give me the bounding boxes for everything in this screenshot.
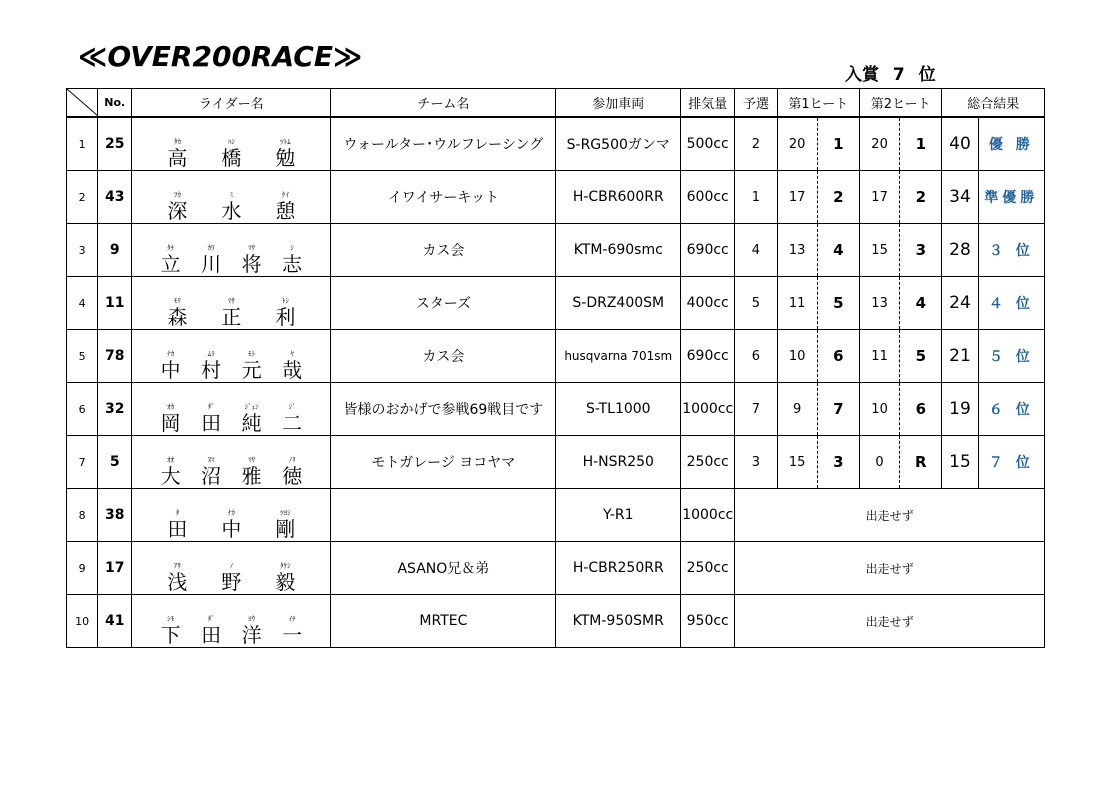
table-row — [67, 117, 1045, 171]
kanji: 利 — [275, 305, 296, 329]
name-character — [161, 350, 181, 382]
rider-number-cell: 5 — [98, 436, 132, 489]
kanji: 橋 — [221, 146, 242, 170]
kanji: 中 — [221, 517, 242, 541]
kanji: 田 — [201, 411, 222, 435]
rider-name — [132, 118, 330, 170]
rider-name-cell — [132, 595, 331, 648]
total-points-cell: 19 — [942, 383, 978, 436]
final-result-cell: ４ 位 — [978, 277, 1044, 330]
heat2-points-cell: 10 — [859, 383, 899, 436]
team-cell: スターズ — [331, 277, 556, 330]
name-character — [242, 244, 262, 276]
heat1-position-cell: 5 — [817, 277, 859, 330]
heat1-points-cell: 17 — [777, 171, 817, 224]
vehicle-cell: husqvarna 701sm — [556, 330, 681, 383]
name-character — [275, 562, 295, 594]
vehicle-cell: H-CBR600RR — [556, 171, 681, 224]
kanji: 正 — [221, 305, 242, 329]
rider-number-cell: 9 — [98, 224, 132, 277]
rider-number-cell: 78 — [98, 330, 132, 383]
rider-number-cell: 11 — [98, 277, 132, 330]
heat1-points-cell: 9 — [777, 383, 817, 436]
kanji: 毅 — [275, 570, 296, 594]
furigana: ﾅｶ — [167, 350, 175, 358]
kanji: 下 — [160, 623, 181, 647]
rider-name — [132, 436, 330, 488]
final-result-cell: ６ 位 — [978, 383, 1044, 436]
header-heat1: 第1ヒート — [777, 89, 859, 118]
furigana: ｶﾜ — [207, 244, 215, 252]
kanji: 志 — [282, 252, 303, 276]
table-row — [67, 542, 1045, 595]
kanji: 純 — [241, 411, 262, 435]
vehicle-cell: Y-R1 — [556, 489, 681, 542]
table-row — [67, 224, 1045, 277]
table-row — [67, 436, 1045, 489]
name-character — [167, 509, 187, 541]
name-character — [201, 456, 221, 488]
furigana: ﾓﾘ — [173, 297, 181, 305]
heat1-position-cell: 4 — [817, 224, 859, 277]
displacement-cell: 1000cc — [681, 383, 735, 436]
header-heat2: 第2ヒート — [859, 89, 941, 118]
table-row — [67, 277, 1045, 330]
name-character — [161, 244, 181, 276]
kanji: 剛 — [275, 517, 296, 541]
rider-number-cell: 41 — [98, 595, 132, 648]
vehicle-cell: H-CBR250RR — [556, 542, 681, 595]
furigana: ｼ — [290, 244, 294, 252]
kanji: 田 — [167, 517, 188, 541]
name-character — [275, 509, 295, 541]
table-row — [67, 489, 1045, 542]
displacement-cell: 690cc — [681, 224, 735, 277]
rider-number-cell: 32 — [98, 383, 132, 436]
furigana: ｼﾓ — [167, 615, 175, 623]
kanji: 元 — [241, 358, 262, 382]
total-points-cell: 34 — [942, 171, 978, 224]
row-index-cell: 6 — [67, 383, 98, 436]
name-character — [275, 138, 295, 170]
furigana: ｵｶ — [167, 403, 175, 411]
header-overall: 総合結果 — [942, 89, 1045, 118]
rider-number-cell: 43 — [98, 171, 132, 224]
furigana: ﾂﾄﾑ — [280, 138, 291, 146]
furigana: ﾀﾞ — [207, 403, 215, 411]
header-qualifying: 予選 — [735, 89, 777, 118]
rider-name-cell — [132, 489, 331, 542]
furigana: ﾄｼ — [281, 297, 289, 305]
total-points-cell: 15 — [942, 436, 978, 489]
kanji: 村 — [201, 358, 222, 382]
name-character — [161, 403, 181, 435]
rider-name-cell — [132, 117, 331, 171]
name-character — [201, 350, 221, 382]
name-character — [282, 456, 302, 488]
team-cell — [331, 489, 556, 542]
heat2-position-cell: 1 — [900, 117, 942, 171]
furigana: ﾇﾏ — [207, 456, 215, 464]
kanji: 憩 — [275, 199, 296, 223]
kanji: 深 — [167, 199, 188, 223]
furigana: ﾀｹｼ — [280, 562, 291, 570]
kanji: 徳 — [282, 464, 303, 488]
header-riders: ライダー名 — [132, 89, 331, 118]
vehicle-cell: KTM-690smc — [556, 224, 681, 277]
page-title: ≪OVER200RACE≫ — [78, 40, 363, 73]
final-result-cell: 準優勝 — [978, 171, 1044, 224]
heat1-position-cell: 7 — [817, 383, 859, 436]
qualifying-cell: 7 — [735, 383, 777, 436]
heat2-position-cell: 6 — [900, 383, 942, 436]
kanji: 雅 — [241, 464, 262, 488]
qualifying-cell: 5 — [735, 277, 777, 330]
name-character — [282, 403, 302, 435]
final-result-cell: ３ 位 — [978, 224, 1044, 277]
row-index-cell: 9 — [67, 542, 98, 595]
displacement-cell: 1000cc — [681, 489, 735, 542]
rider-name — [132, 224, 330, 276]
name-character — [201, 244, 221, 276]
header-displacement: 排気量 — [681, 89, 735, 118]
heat2-points-cell: 0 — [859, 436, 899, 489]
heat2-position-cell: 3 — [900, 224, 942, 277]
kanji: 沼 — [201, 464, 222, 488]
displacement-cell: 250cc — [681, 542, 735, 595]
furigana: ﾉ — [229, 562, 234, 570]
heat1-points-cell: 20 — [777, 117, 817, 171]
furigana: ﾏｻ — [248, 244, 256, 252]
heat2-points-cell: 15 — [859, 224, 899, 277]
prize-info: 入賞 7 位 — [845, 65, 936, 85]
rider-name — [132, 595, 330, 647]
heat1-points-cell: 15 — [777, 436, 817, 489]
vehicle-cell: S-DRZ400SM — [556, 277, 681, 330]
qualifying-cell: 2 — [735, 117, 777, 171]
table-row — [67, 595, 1045, 648]
name-character — [242, 403, 262, 435]
heat1-points-cell: 11 — [777, 277, 817, 330]
heat2-points-cell: 20 — [859, 117, 899, 171]
rider-name — [132, 383, 330, 435]
kanji: 将 — [241, 252, 262, 276]
kanji: 田 — [201, 623, 222, 647]
heat2-points-cell: 13 — [859, 277, 899, 330]
vehicle-cell: KTM-950SMR — [556, 595, 681, 648]
header-vehicle: 参加車両 — [556, 89, 681, 118]
rider-number-cell: 38 — [98, 489, 132, 542]
name-character — [282, 615, 302, 647]
vehicle-cell: H-NSR250 — [556, 436, 681, 489]
heat2-position-cell: 5 — [900, 330, 942, 383]
displacement-cell: 400cc — [681, 277, 735, 330]
final-result-cell: ５ 位 — [978, 330, 1044, 383]
kanji: 野 — [221, 570, 242, 594]
heat1-position-cell: 3 — [817, 436, 859, 489]
furigana: ﾂﾖｼ — [280, 509, 291, 517]
kanji: 岡 — [160, 411, 181, 435]
heat1-position-cell: 6 — [817, 330, 859, 383]
rider-name — [132, 277, 330, 329]
heat2-points-cell: 17 — [859, 171, 899, 224]
rider-name — [132, 489, 330, 541]
kanji: 水 — [221, 199, 242, 223]
team-cell: モトガレージ ヨコヤマ — [331, 436, 556, 489]
rider-name — [132, 542, 330, 594]
rider-name-cell — [132, 224, 331, 277]
heat2-position-cell: R — [900, 436, 942, 489]
did-not-start-cell: 出走せず — [735, 542, 1045, 595]
row-index-cell: 10 — [67, 595, 98, 648]
furigana: ｹｲ — [281, 191, 289, 199]
kanji: 哉 — [282, 358, 303, 382]
row-index-cell: 4 — [67, 277, 98, 330]
final-result-cell: 優 勝 — [978, 117, 1044, 171]
team-cell: カス会 — [331, 330, 556, 383]
total-points-cell: 28 — [942, 224, 978, 277]
name-character — [242, 350, 262, 382]
furigana: ｼﾞｭﾝ — [244, 403, 259, 411]
kanji: 中 — [160, 358, 181, 382]
team-cell: ウォールター･ウルフレーシング — [331, 117, 556, 171]
rider-number-cell: 25 — [98, 117, 132, 171]
name-character — [201, 403, 221, 435]
qualifying-cell: 4 — [735, 224, 777, 277]
furigana: ﾊｼ — [227, 138, 235, 146]
total-points-cell: 24 — [942, 277, 978, 330]
row-index-cell: 3 — [67, 224, 98, 277]
furigana: ﾌｶ — [173, 191, 181, 199]
header-row — [67, 89, 1045, 118]
kanji: 洋 — [241, 623, 262, 647]
final-result-cell: ７ 位 — [978, 436, 1044, 489]
team-cell: ASANO兄＆弟 — [331, 542, 556, 595]
name-character — [167, 562, 187, 594]
team-cell: MRTEC — [331, 595, 556, 648]
furigana: ｵｵ — [167, 456, 175, 464]
kanji: 一 — [282, 623, 303, 647]
qualifying-cell: 1 — [735, 171, 777, 224]
row-index-cell: 2 — [67, 171, 98, 224]
furigana: ﾐ — [229, 191, 234, 199]
furigana: ﾏｻ — [248, 456, 256, 464]
displacement-cell: 500cc — [681, 117, 735, 171]
team-cell: イワイサーキット — [331, 171, 556, 224]
row-index-cell: 7 — [67, 436, 98, 489]
rider-name — [132, 171, 330, 223]
header-no: No. — [98, 89, 132, 118]
header-corner-cell — [67, 89, 98, 118]
qualifying-cell: 6 — [735, 330, 777, 383]
diagonal-line-icon — [67, 89, 98, 116]
furigana: ﾑﾗ — [207, 350, 215, 358]
heat1-position-cell: 1 — [817, 117, 859, 171]
furigana: ﾉﾘ — [288, 456, 296, 464]
name-character — [221, 509, 241, 541]
rider-name-cell — [132, 277, 331, 330]
kanji: 勉 — [275, 146, 296, 170]
furigana: ｼﾞ — [288, 403, 296, 411]
name-character — [275, 191, 295, 223]
furigana: ﾀﾞ — [207, 615, 215, 623]
did-not-start-cell: 出走せず — [735, 489, 1045, 542]
rider-name-cell — [132, 436, 331, 489]
name-character — [242, 456, 262, 488]
kanji: 森 — [167, 305, 188, 329]
header-team: チーム名 — [331, 89, 556, 118]
furigana: ﾀ — [175, 509, 180, 517]
furigana: ﾅｶ — [227, 509, 235, 517]
furigana: ｲﾁ — [288, 615, 296, 623]
table-row — [67, 171, 1045, 224]
qualifying-cell: 3 — [735, 436, 777, 489]
kanji: 浅 — [167, 570, 188, 594]
kanji: 大 — [160, 464, 181, 488]
table-row — [67, 330, 1045, 383]
name-character — [282, 350, 302, 382]
displacement-cell: 950cc — [681, 595, 735, 648]
rider-name — [132, 330, 330, 382]
heat2-position-cell: 4 — [900, 277, 942, 330]
team-cell: カス会 — [331, 224, 556, 277]
row-index-cell: 8 — [67, 489, 98, 542]
rider-name-cell — [132, 330, 331, 383]
name-character — [167, 138, 187, 170]
heat1-points-cell: 13 — [777, 224, 817, 277]
name-character — [167, 297, 187, 329]
heat1-position-cell: 2 — [817, 171, 859, 224]
furigana: ﾖｳ — [248, 615, 256, 623]
rider-name-cell — [132, 383, 331, 436]
furigana: ﾓﾄ — [248, 350, 256, 358]
furigana: ｱｻ — [173, 562, 181, 570]
heat1-points-cell: 10 — [777, 330, 817, 383]
total-points-cell: 21 — [942, 330, 978, 383]
name-character — [282, 244, 302, 276]
name-character — [242, 615, 262, 647]
heat2-points-cell: 11 — [859, 330, 899, 383]
kanji: 川 — [201, 252, 222, 276]
rider-number-cell: 17 — [98, 542, 132, 595]
vehicle-cell: S-TL1000 — [556, 383, 681, 436]
vehicle-cell: S-RG500ガンマ — [556, 117, 681, 171]
total-points-cell: 40 — [942, 117, 978, 171]
displacement-cell: 690cc — [681, 330, 735, 383]
row-index-cell: 5 — [67, 330, 98, 383]
rider-name-cell — [132, 542, 331, 595]
results-table — [66, 88, 1045, 648]
team-cell: 皆様のおかげで参戦69戦目です — [331, 383, 556, 436]
kanji: 高 — [167, 146, 188, 170]
rider-name-cell — [132, 171, 331, 224]
name-character — [167, 191, 187, 223]
kanji: 二 — [282, 411, 303, 435]
name-character — [221, 297, 241, 329]
furigana: ﾔ — [290, 350, 294, 358]
name-character — [221, 138, 241, 170]
name-character — [221, 191, 241, 223]
heat2-position-cell: 2 — [900, 171, 942, 224]
displacement-cell: 250cc — [681, 436, 735, 489]
name-character — [161, 615, 181, 647]
name-character — [201, 615, 221, 647]
furigana: ﾀｶ — [173, 138, 181, 146]
did-not-start-cell: 出走せず — [735, 595, 1045, 648]
name-character — [221, 562, 241, 594]
furigana: ﾏｻ — [227, 297, 235, 305]
row-index-cell: 1 — [67, 117, 98, 171]
name-character — [275, 297, 295, 329]
displacement-cell: 600cc — [681, 171, 735, 224]
name-character — [161, 456, 181, 488]
table-row — [67, 383, 1045, 436]
furigana: ﾀﾁ — [167, 244, 175, 252]
kanji: 立 — [160, 252, 181, 276]
